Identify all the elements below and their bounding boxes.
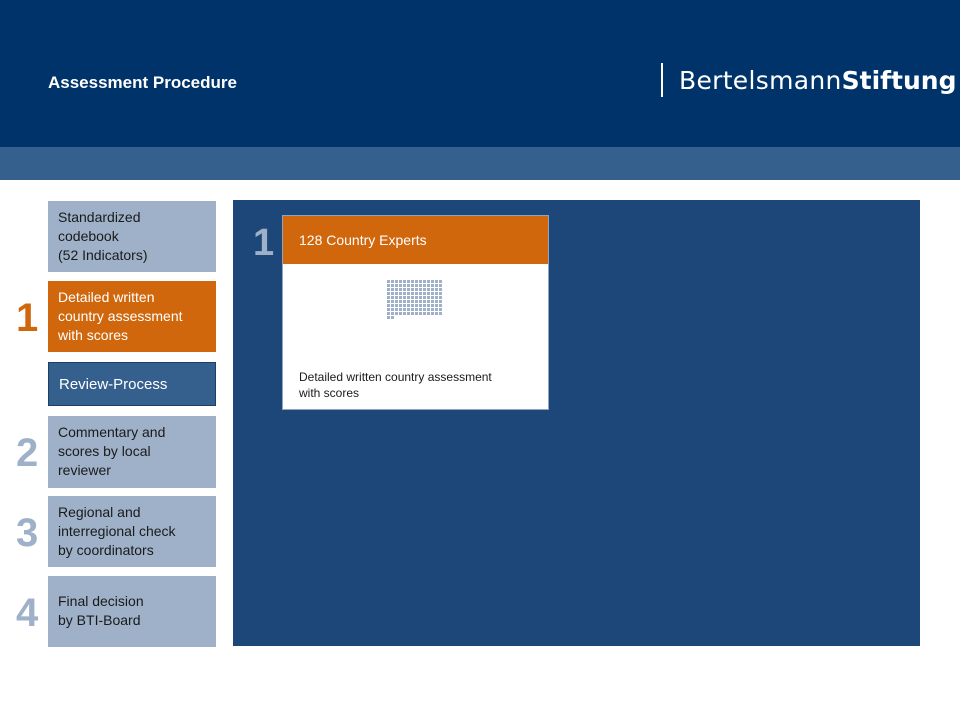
expert-square: [395, 296, 398, 299]
expert-square: [419, 292, 422, 295]
expert-square: [439, 280, 442, 283]
expert-square: [439, 300, 442, 303]
expert-square: [439, 308, 442, 311]
expert-square: [387, 296, 390, 299]
expert-square: [399, 308, 402, 311]
step-line: (52 Indicators): [58, 247, 148, 263]
expert-square: [419, 284, 422, 287]
step-local-reviewer: [48, 416, 216, 488]
card-description: [299, 369, 534, 401]
expert-square: [399, 304, 402, 307]
expert-square: [431, 308, 434, 311]
expert-square: [395, 312, 398, 315]
expert-square: [403, 280, 406, 283]
step-coordinators-check: [48, 496, 216, 567]
expert-square: [391, 308, 394, 311]
expert-square: [403, 284, 406, 287]
expert-square: [415, 292, 418, 295]
expert-square: [423, 308, 426, 311]
expert-square: [415, 280, 418, 283]
expert-square: [403, 292, 406, 295]
expert-square: [391, 304, 394, 307]
step-line: Standardized: [58, 209, 141, 225]
expert-square: [431, 300, 434, 303]
expert-square: [387, 308, 390, 311]
expert-square: [435, 312, 438, 315]
step-line: Review-Process: [59, 376, 168, 393]
expert-square: [435, 300, 438, 303]
expert-square: [391, 300, 394, 303]
expert-square: [407, 284, 410, 287]
step-line: by coordinators: [58, 542, 154, 558]
expert-square: [435, 280, 438, 283]
expert-square: [411, 288, 414, 291]
expert-square: [419, 304, 422, 307]
expert-square: [435, 296, 438, 299]
expert-square: [411, 304, 414, 307]
expert-square: [399, 288, 402, 291]
step-line: interregional check: [58, 523, 176, 539]
expert-square: [427, 300, 430, 303]
expert-square: [423, 288, 426, 291]
expert-square: [415, 296, 418, 299]
expert-square: [415, 304, 418, 307]
expert-square: [407, 292, 410, 295]
step-line: Final decision: [58, 593, 144, 609]
logo-name: Bertelsmann: [679, 65, 842, 95]
expert-square: [387, 316, 390, 319]
expert-square: [411, 284, 414, 287]
step-line: Regional and: [58, 504, 141, 520]
expert-square: [399, 296, 402, 299]
header-bar: [0, 0, 960, 147]
expert-square: [431, 284, 434, 287]
expert-square: [423, 296, 426, 299]
expert-square: [427, 308, 430, 311]
expert-square: [419, 300, 422, 303]
header-subbar: [0, 147, 960, 180]
expert-square: [427, 292, 430, 295]
expert-square: [419, 280, 422, 283]
step-line: codebook: [58, 228, 119, 244]
logo-name-strong: Stiftung: [841, 65, 957, 95]
expert-square: [407, 308, 410, 311]
expert-square: [439, 292, 442, 295]
expert-square: [403, 296, 406, 299]
expert-square: [395, 284, 398, 287]
bertelsmann-stiftung-logo: [661, 63, 956, 97]
expert-square: [439, 288, 442, 291]
expert-square: [439, 312, 442, 315]
expert-square: [387, 312, 390, 315]
expert-square: [431, 296, 434, 299]
expert-square: [415, 284, 418, 287]
expert-square: [407, 300, 410, 303]
expert-square: [435, 288, 438, 291]
expert-square: [391, 288, 394, 291]
step-number-4: 4: [16, 591, 39, 635]
expert-square: [407, 304, 410, 307]
step-review-process: [48, 362, 216, 406]
expert-square: [411, 280, 414, 283]
expert-square: [423, 312, 426, 315]
expert-square: [431, 288, 434, 291]
step-number-3: 3: [16, 511, 39, 555]
expert-square: [391, 312, 394, 315]
expert-square: [427, 296, 430, 299]
step-country-assessment: [48, 281, 216, 352]
expert-square: [399, 312, 402, 315]
expert-square: [423, 284, 426, 287]
step-bti-board: [48, 576, 216, 647]
expert-square: [423, 304, 426, 307]
expert-square: [419, 296, 422, 299]
expert-square: [403, 300, 406, 303]
expert-grid-icon: [387, 280, 447, 350]
expert-square: [403, 312, 406, 315]
expert-square: [415, 288, 418, 291]
step-line: scores by local: [58, 443, 151, 459]
expert-square: [431, 292, 434, 295]
expert-square: [415, 300, 418, 303]
expert-square: [435, 292, 438, 295]
expert-square: [387, 284, 390, 287]
expert-square: [439, 304, 442, 307]
expert-square: [395, 304, 398, 307]
card-title: 128 Country Experts: [283, 216, 548, 264]
expert-square: [407, 312, 410, 315]
expert-square: [415, 312, 418, 315]
expert-square: [407, 296, 410, 299]
expert-square: [427, 288, 430, 291]
step-number-1: 1: [16, 296, 39, 340]
expert-square: [395, 308, 398, 311]
expert-square: [387, 292, 390, 295]
expert-square: [407, 280, 410, 283]
expert-square: [407, 288, 410, 291]
expert-square: [427, 284, 430, 287]
step-line: reviewer: [58, 462, 111, 478]
step-line: Detailed written: [58, 289, 155, 305]
expert-square: [419, 288, 422, 291]
expert-square: [391, 292, 394, 295]
expert-square: [419, 312, 422, 315]
step-line: with scores: [58, 327, 129, 343]
step-line: Commentary and: [58, 424, 166, 440]
expert-square: [399, 300, 402, 303]
card-description-line: Detailed written country assessment: [299, 370, 492, 384]
expert-square: [395, 288, 398, 291]
logo-divider: [661, 63, 663, 97]
expert-square: [387, 288, 390, 291]
expert-square: [435, 308, 438, 311]
expert-square: [395, 280, 398, 283]
card-description-line: with scores: [299, 386, 360, 400]
expert-square: [403, 308, 406, 311]
expert-square: [399, 292, 402, 295]
expert-square: [427, 304, 430, 307]
expert-square: [387, 280, 390, 283]
expert-square: [435, 304, 438, 307]
expert-square: [415, 308, 418, 311]
step-line: country assessment: [58, 308, 183, 324]
page-title: Assessment Procedure: [48, 73, 237, 92]
expert-square: [411, 300, 414, 303]
expert-square: [431, 304, 434, 307]
expert-square: [403, 288, 406, 291]
expert-square: [423, 300, 426, 303]
expert-square: [431, 312, 434, 315]
expert-square: [411, 296, 414, 299]
expert-square: [427, 312, 430, 315]
expert-square: [395, 300, 398, 303]
expert-square: [431, 280, 434, 283]
expert-square: [439, 284, 442, 287]
expert-square: [423, 280, 426, 283]
step-line: by BTI-Board: [58, 612, 141, 628]
expert-square: [403, 304, 406, 307]
step-number-2: 2: [16, 431, 39, 475]
expert-square: [411, 312, 414, 315]
expert-square: [399, 284, 402, 287]
step-codebook: [48, 201, 216, 272]
expert-square: [387, 300, 390, 303]
expert-square: [391, 316, 394, 319]
expert-square: [423, 292, 426, 295]
expert-square: [391, 284, 394, 287]
expert-square: [419, 308, 422, 311]
country-experts-card: [282, 215, 549, 410]
expert-square: [387, 304, 390, 307]
expert-square: [391, 280, 394, 283]
expert-square: [395, 292, 398, 295]
panel-step-number: 1: [253, 222, 275, 264]
expert-square: [399, 280, 402, 283]
expert-square: [427, 280, 430, 283]
expert-square: [391, 296, 394, 299]
expert-square: [435, 284, 438, 287]
expert-square: [439, 296, 442, 299]
expert-square: [411, 308, 414, 311]
expert-square: [411, 292, 414, 295]
